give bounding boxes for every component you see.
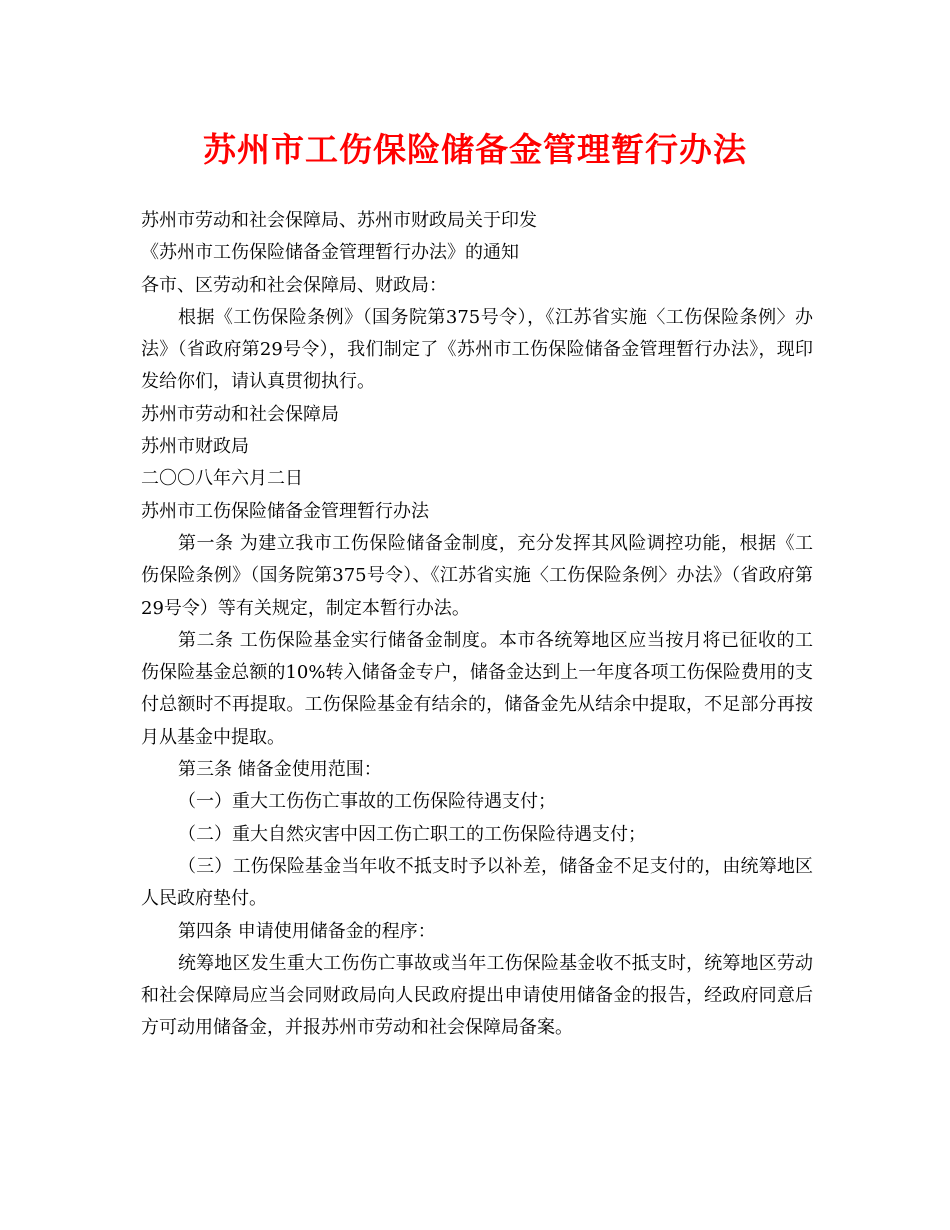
- article-1-paragraph: 第一条 为建立我市工伤保险储备金制度，充分发挥其风险调控功能，根据《工伤保险条例》（国务院第375号令）、《江苏省实施〈工伤保险条例〉办法》（省政府第29号令）等有关规定，制定本暂行办法。: [141, 532, 813, 619]
- date-line: 二〇〇八年六月二日: [141, 468, 303, 490]
- issuer-line-2: 苏州市财政局: [141, 436, 249, 458]
- notice-title-line-1: 苏州市劳动和社会保障局、苏州市财政局关于印发: [141, 210, 537, 231]
- article-3-item-2: （二）重大自然灾害中因工伤亡职工的工伤保险待遇支付；: [178, 823, 646, 845]
- article-3-item-3: （三）工伤保险基金当年收不抵支时予以补差，储备金不足支付的，由统筹地区人民政府垫付。: [141, 855, 813, 910]
- notice-title-line-2: 《苏州市工伤保险储备金管理暂行办法》的通知: [141, 242, 519, 264]
- article-2-paragraph: 第二条 工伤保险基金实行储备金制度。本市各统筹地区应当按月将已征收的工伤保险基金总额的10%转入储备金专户，储备金达到上一年度各项工伤保险费用的支付总额时不再提取。工伤保险基金有结余的，储备金先从结余中提取，不足部分再按月从基金中提取。: [141, 629, 813, 748]
- document-title: 苏州市工伤保险储备金管理暂行办法: [203, 130, 747, 169]
- article-3-item-1: （一）重大工伤伤亡事故的工伤保险待遇支付；: [178, 791, 556, 813]
- regulation-title: 苏州市工伤保险储备金管理暂行办法: [141, 500, 429, 522]
- recipients-line: 各市、区劳动和社会保障局、财政局：: [141, 274, 447, 296]
- article-4-body: 统筹地区发生重大工伤伤亡事故或当年工伤保险基金收不抵支时，统筹地区劳动和社会保障局应当会同财政局向人民政府提出申请使用储备金的报告，经政府同意后方可动用储备金，并报苏州市劳动和社会保障局备案。: [141, 952, 813, 1039]
- document-body: [141, 205, 813, 1045]
- article-4-heading: 第四条 申请使用储备金的程序：: [178, 920, 436, 942]
- article-3-heading: 第三条 储备金使用范围：: [178, 759, 382, 781]
- issuer-line-1: 苏州市劳动和社会保障局: [141, 403, 339, 425]
- intro-paragraph: 根据《工伤保险条例》（国务院第375号令），《江苏省实施〈工伤保险条例〉办法》（省政府第29号令），我们制定了《苏州市工伤保险储备金管理暂行办法》，现印发给你们，请认真贯彻执行。: [141, 306, 813, 393]
